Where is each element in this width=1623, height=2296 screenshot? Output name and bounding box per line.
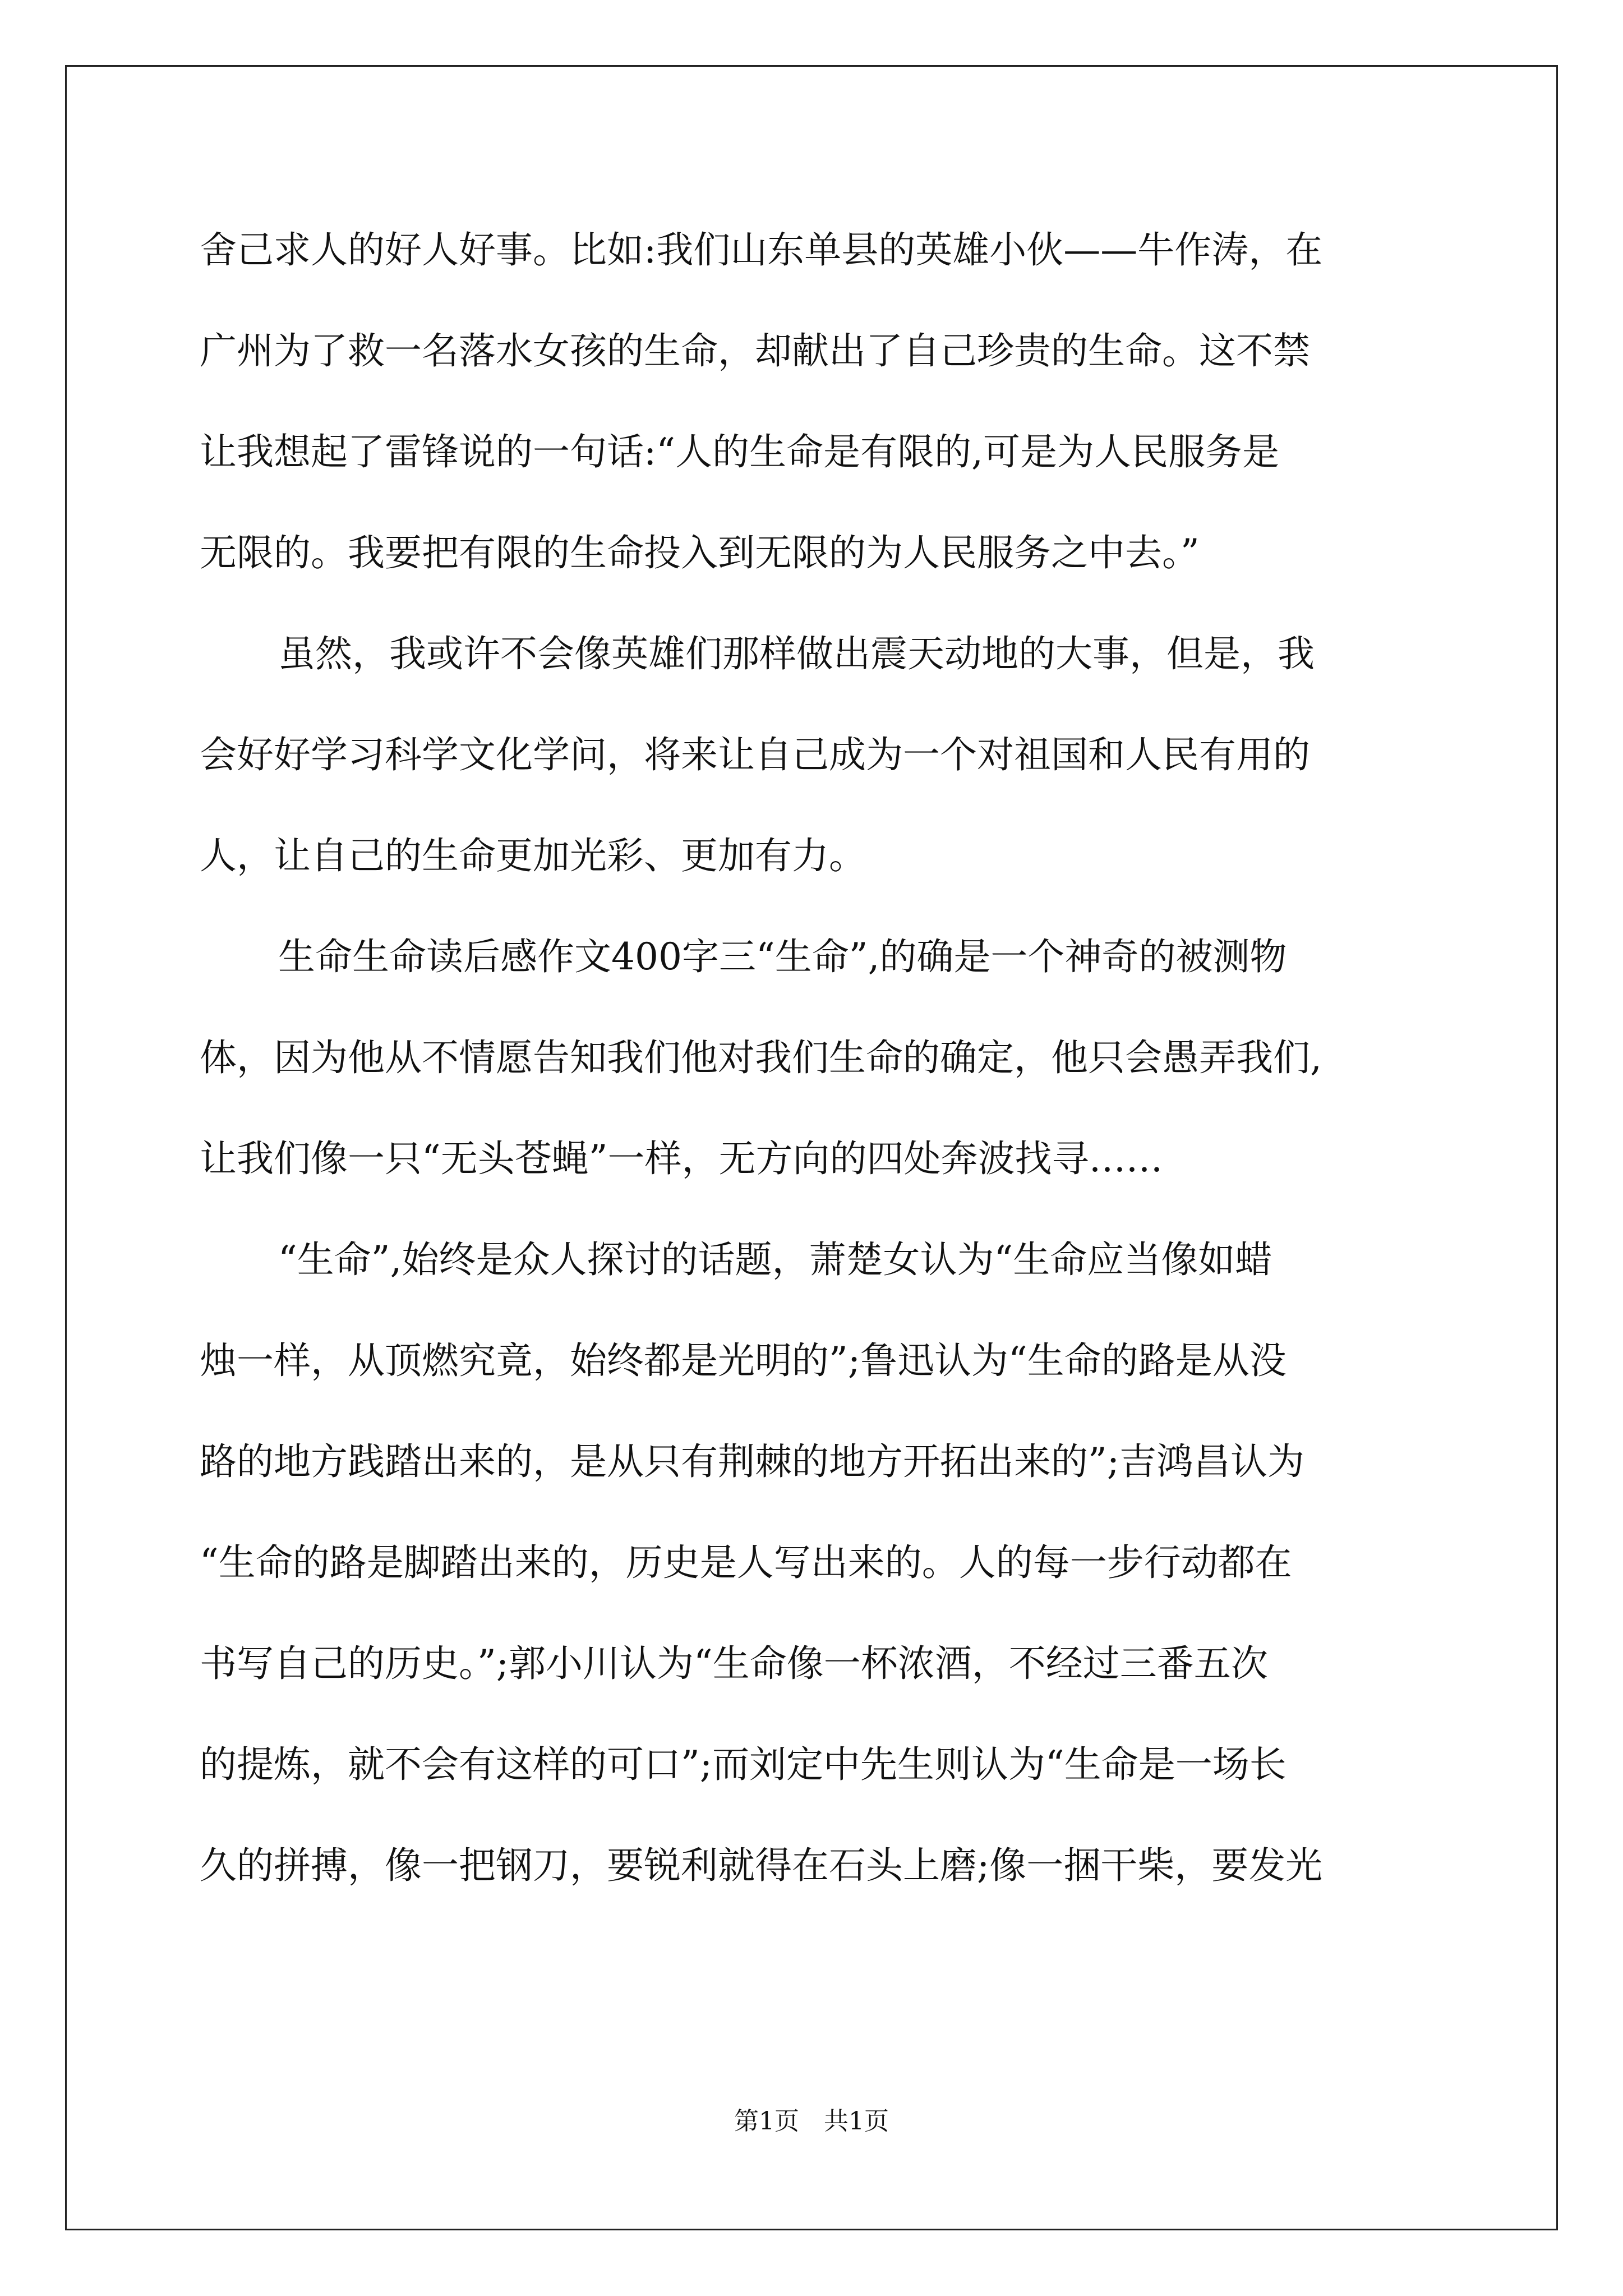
text-line: 无限的。我要把有限的生命投入到无限的为人民服务之中去。”	[200, 531, 1200, 574]
paragraph-start-line: “生命”,始终是众人探讨的话题，萧楚女认为“生命应当像如蜡	[278, 1238, 1272, 1281]
paragraph-start-line: 生命生命读后感作文400字三“生命”,的确是一个神奇的被测物	[278, 935, 1287, 978]
text-line: 久的拼搏，像一把钢刀，要锐利就得在石头上磨;像一捆干柴，要发光	[200, 1844, 1323, 1887]
text-line: “生命的路是脚踏出来的，历史是人写出来的。人的每一步行动都在	[200, 1541, 1292, 1584]
paragraph-start-line: 虽然，我或许不会像英雄们那样做出震天动地的大事，但是，我	[278, 632, 1315, 675]
text-line: 会好好学习科学文化学问，将来让自己成为一个对祖国和人民有用的	[200, 733, 1310, 776]
text-line: 舍己求人的好人好事。比如:我们山东单县的英雄小伙——牛作涛，在	[200, 228, 1323, 272]
text-line: 烛一样，从顶燃究竟，始终都是光明的”;鲁迅认为“生命的路是从没	[200, 1339, 1287, 1382]
document-body	[200, 200, 1428, 1916]
text-line: 人，让自己的生命更加光彩、更加有力。	[200, 834, 866, 877]
text-line: 体，因为他从不情愿告知我们他对我们生命的确定，他只会愚弄我们,	[200, 1036, 1322, 1079]
page-number-footer: 第1页 共1页	[734, 2107, 889, 2136]
text-line: 广州为了救一名落水女孩的生命，却献出了自己珍贵的生命。这不禁	[200, 329, 1310, 372]
text-line: 让我想起了雷锋说的一句话:“人的生命是有限的,可是为人民服务是	[200, 430, 1279, 473]
text-line: 书写自己的历史。”;郭小川认为“生命像一杯浓酒，不经过三番五次	[200, 1642, 1268, 1685]
text-line: 路的地方践踏出来的，是从只有荆棘的地方开拓出来的”;吉鸿昌认为	[200, 1440, 1304, 1483]
text-line: 让我们像一只“无头苍蝇”一样，无方向的四处奔波找寻……	[200, 1137, 1163, 1180]
text-line: 的提炼，就不会有这样的可口”;而刘定中先生则认为“生命是一场长	[200, 1743, 1287, 1786]
